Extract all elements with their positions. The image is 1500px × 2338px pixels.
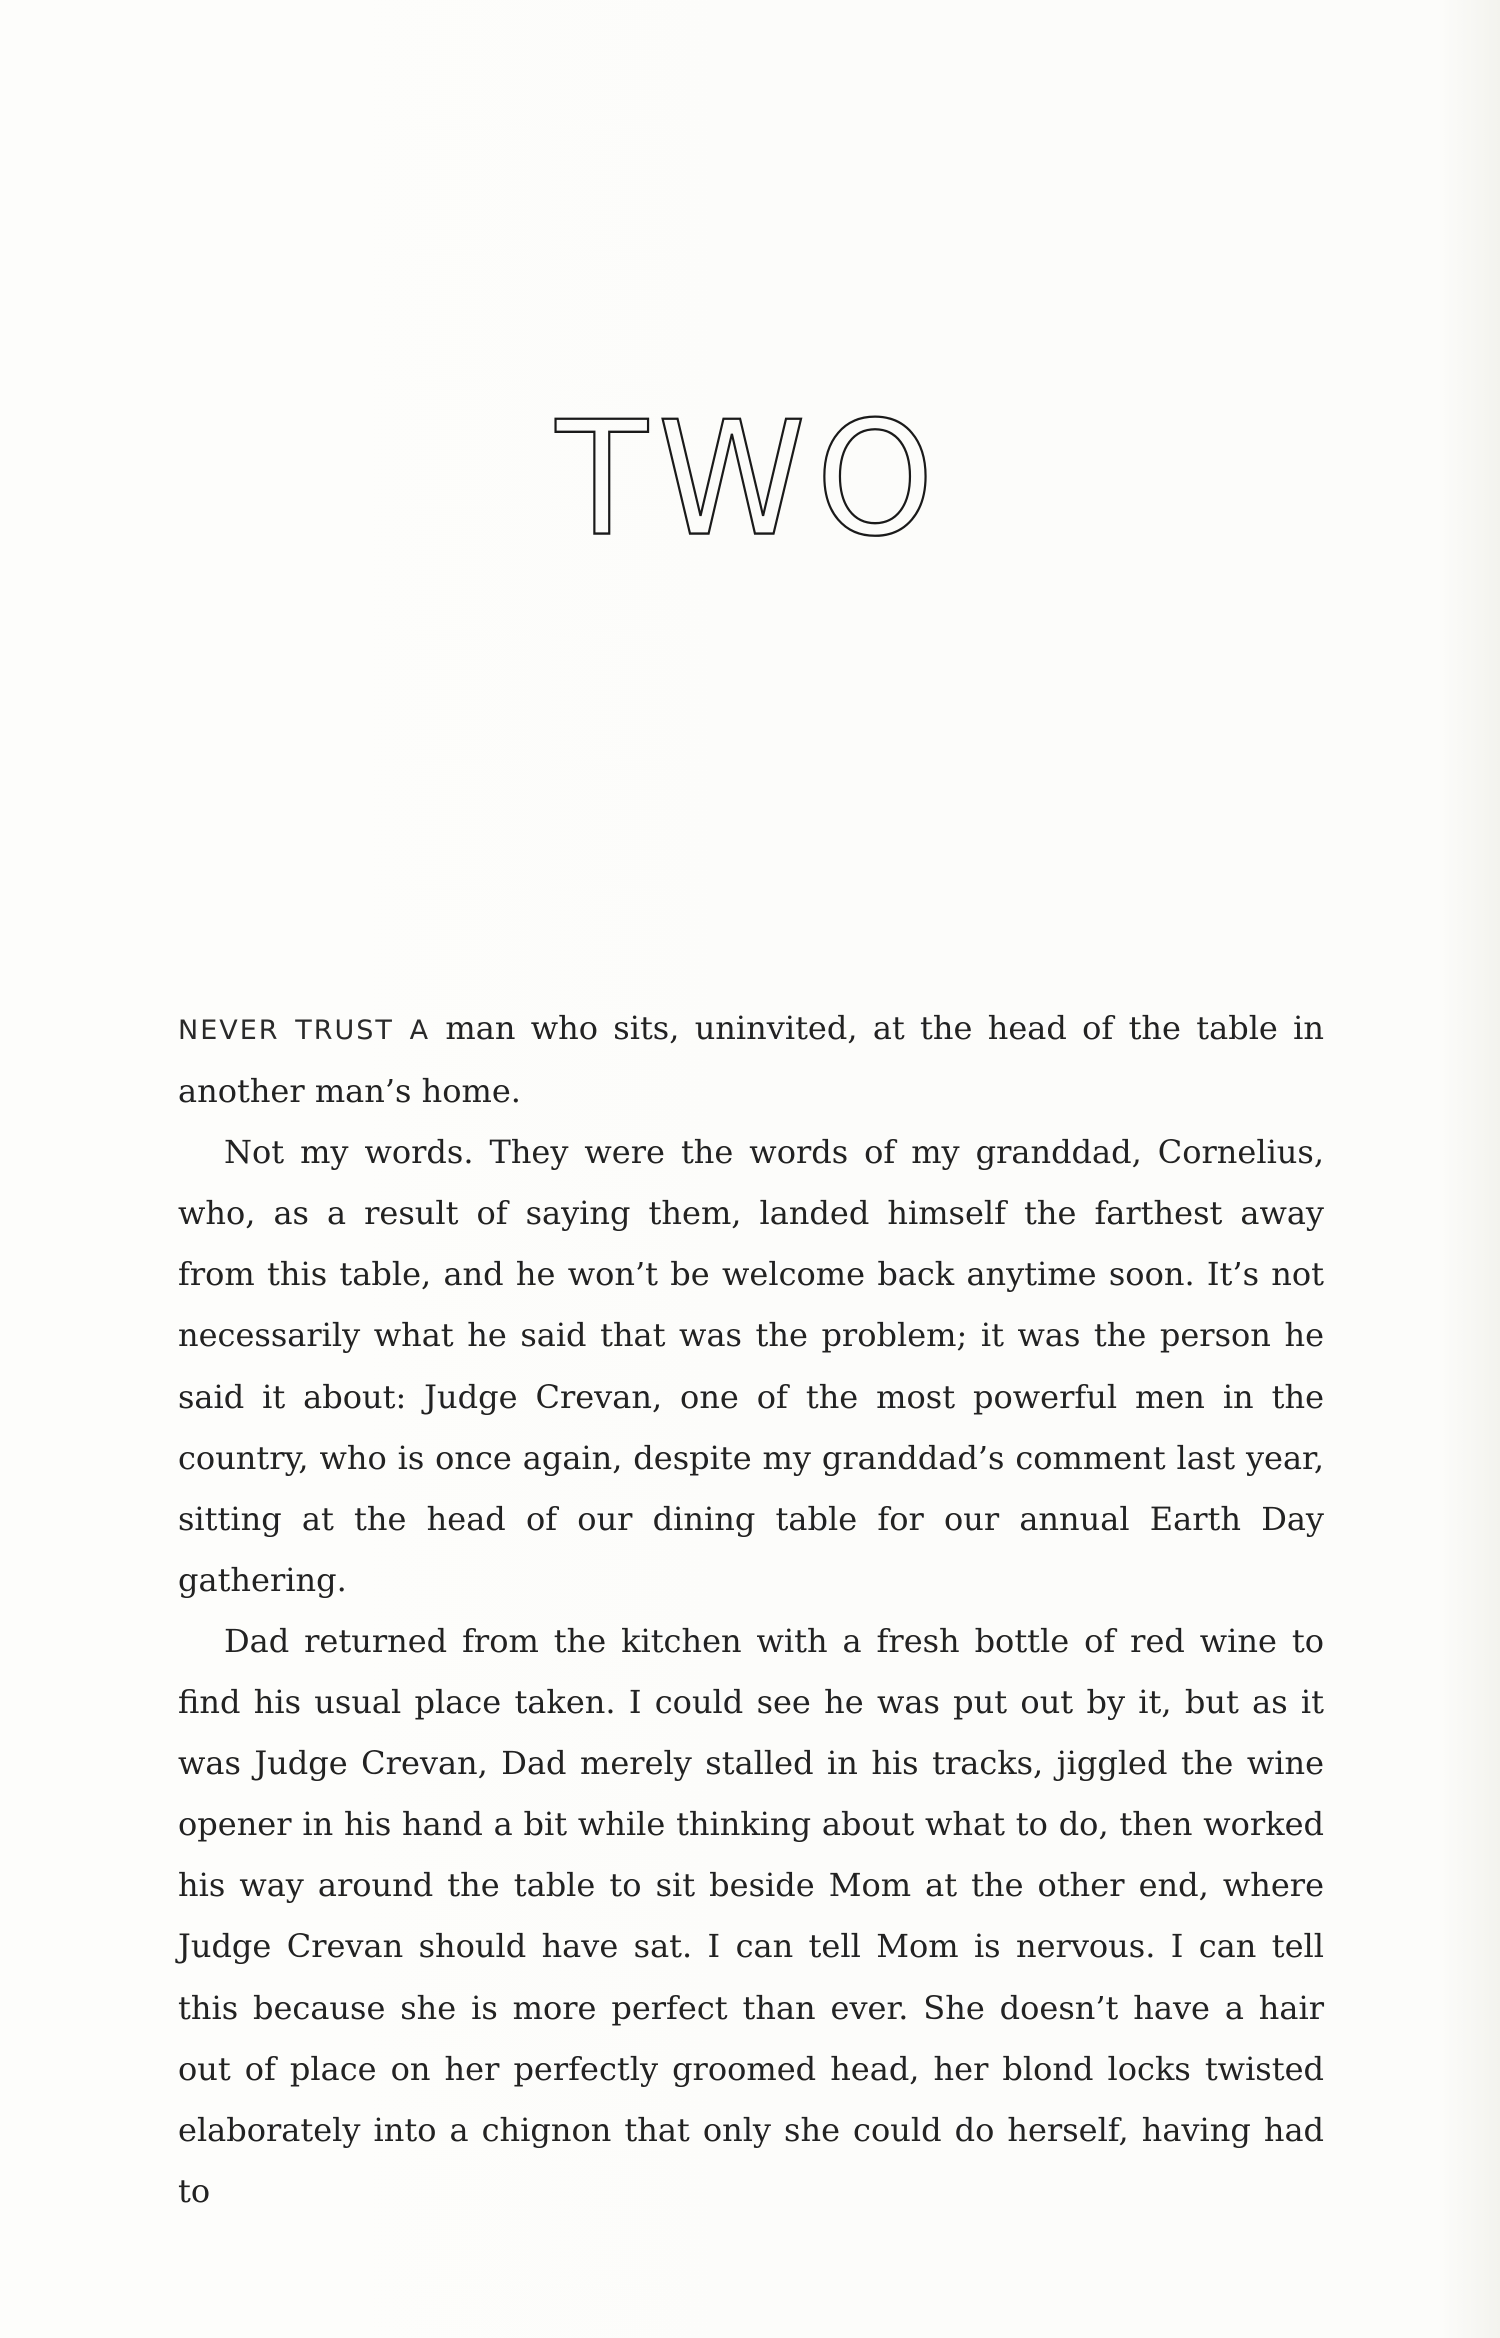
paragraph-2: Not my words. They were the words of my granddad, Cornelius, who, as a result of saying them, landed himself the farthest away from this table, and he won’t be welcome back anytime soon. It’s not necessarily what he said that was the problem; it was the person he said it about: Judge Crevan, one of the most powerful men in the country, who is once again, despite my granddad’s comment last year, sitting at the head of our dining table for our annual Earth Day gathering. [178, 1133, 1324, 1599]
chapter-title [0, 388, 1500, 572]
lead-in-small-caps: NEVER TRUST A [178, 1015, 431, 1046]
body-text [178, 998, 1324, 2222]
paragraph-1 [178, 998, 1324, 1122]
chapter-title-text: TWO [555, 388, 944, 572]
paragraph-3: Dad returned from the kitchen with a fresh bottle of red wine to find his usual place taken. I could see he was put out by it, but as it was Judge Crevan, Dad merely stalled in his tracks, jiggled the wine opener in his hand a bit while thinking about what to do, then worked his way around the table to sit beside Mom at the other end, where Judge Crevan should have sat. I can tell Mom is nervous. I can tell this because she is more perfect than ever. She doesn’t have a hair out of place on her perfectly groomed head, her blond locks twisted elaborately into a chignon that only she could do herself, having had to [178, 1621, 1324, 2210]
paragraph-1-text: man who sits, uninvited, at the head of the table in another man’s home. [178, 1009, 1324, 1111]
